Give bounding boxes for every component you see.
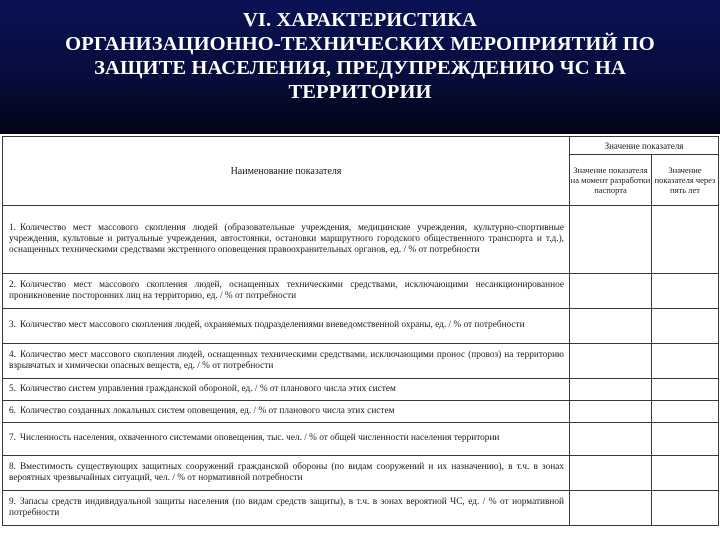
indicator-text: Количество систем управления гражданской обороной, ед. / % от планового числа этих систем [19,383,396,394]
indicator-text: Запасы средств индивидуальной защиты населения (по видам средств защиты), в т.ч. в зонах вероятной ЧС, ед. / % от нормативной потребности [9,496,564,518]
slide-title [0,8,720,104]
row-number: 4. [9,349,16,360]
header-value-future: Значение показателя через пять лет [652,155,719,206]
table-row [3,344,719,379]
row-number: 7. [9,433,16,444]
value-future-cell[interactable] [652,456,719,491]
title-line: ТЕРРИТОРИИ [288,81,432,103]
table-row [3,309,719,344]
row-number: 9. [9,496,16,507]
value-future-cell[interactable] [652,423,719,456]
title-line: ЗАЩИТЕ НАСЕЛЕНИЯ, ПРЕДУПРЕЖДЕНИЮ ЧС НА [94,57,626,79]
indicator-cell [3,344,570,379]
value-future-cell[interactable] [652,401,719,423]
row-number: 6. [9,405,16,416]
value-current-cell[interactable] [570,423,652,456]
value-current-cell[interactable] [570,379,652,401]
row-number: 5. [9,383,16,394]
table-row [3,456,719,491]
header-value-current: Значение показателя на момент разработки паспорта [570,155,652,206]
value-current-cell[interactable] [570,344,652,379]
indicator-cell [3,491,570,526]
header-indicator-name: Наименование показателя [3,137,570,206]
document-sheet [0,134,720,540]
indicator-cell [3,423,570,456]
indicator-cell [3,401,570,423]
table-row [3,401,719,423]
indicator-cell [3,274,570,309]
indicator-text: Количество мест массового скопления людей (образовательные учреждения, медицинские учреждения, культурно-спортивные учреждения, культовые и ритуальные учреждения, автостоянки, остановки маршрутного городского общественного транспорта и т.д.), оснащенных техническими средствами экстренного оповещения правоохранительных органов, ед. / % от потребности [9,222,564,256]
indicator-text: Численность населения, охваченного системами оповещения, тыс. чел. / % от общей численности населения территории [19,433,500,444]
value-current-cell[interactable] [570,274,652,309]
value-future-cell[interactable] [652,379,719,401]
header-value-group: Значение показателя [570,137,719,155]
value-future-cell[interactable] [652,344,719,379]
value-future-cell[interactable] [652,206,719,274]
table-row [3,206,719,274]
indicator-text: Количество мест массового скопления людей, охраняемых подразделениями вневедомственной охраны, ед. / % от потребности [19,320,525,331]
row-number: 3. [9,320,16,331]
row-number: 1. [9,222,16,233]
table-row [3,274,719,309]
title-line: ОРГАНИЗАЦИОННО-ТЕХНИЧЕСКИХ МЕРОПРИЯТИЙ ПО [65,33,655,55]
value-current-cell[interactable] [570,456,652,491]
indicator-text: Вместимость существующих защитных сооружений гражданской обороны (по видам сооружений и их назначению), в т.ч. в зонах вероятных чрезвычайных ситуаций, чел. / % от нормативной потребности [9,461,564,483]
indicator-cell [3,206,570,274]
value-current-cell[interactable] [570,491,652,526]
table-row [3,379,719,401]
table-row [3,423,719,456]
value-future-cell[interactable] [652,309,719,344]
indicator-cell [3,456,570,491]
indicator-text: Количество мест массового скопления людей, оснащенных техническими средствами, исключающими несанкционированное проникновение посторонних лиц на территорию, ед. / % от потребности [9,279,564,301]
row-number: 8. [9,461,16,472]
indicator-cell [3,379,570,401]
indicators-table [2,136,719,526]
table-row [3,491,719,526]
value-future-cell[interactable] [652,274,719,309]
indicator-text: Количество созданных локальных систем оповещения, ед. / % от планового числа этих систем [19,405,395,416]
indicator-cell [3,309,570,344]
table-header-row [3,137,719,155]
row-number: 2. [9,279,16,290]
value-current-cell[interactable] [570,401,652,423]
value-future-cell[interactable] [652,491,719,526]
indicator-text: Количество мест массового скопления людей, оснащенных техническими средствами, исключающими пронос (провоз) на территорию взрывчатых и химически опасных веществ, ед. / % от потребности [9,349,564,371]
value-current-cell[interactable] [570,206,652,274]
title-banner [0,0,720,134]
title-line: VI. ХАРАКТЕРИСТИКА [243,9,477,31]
value-current-cell[interactable] [570,309,652,344]
